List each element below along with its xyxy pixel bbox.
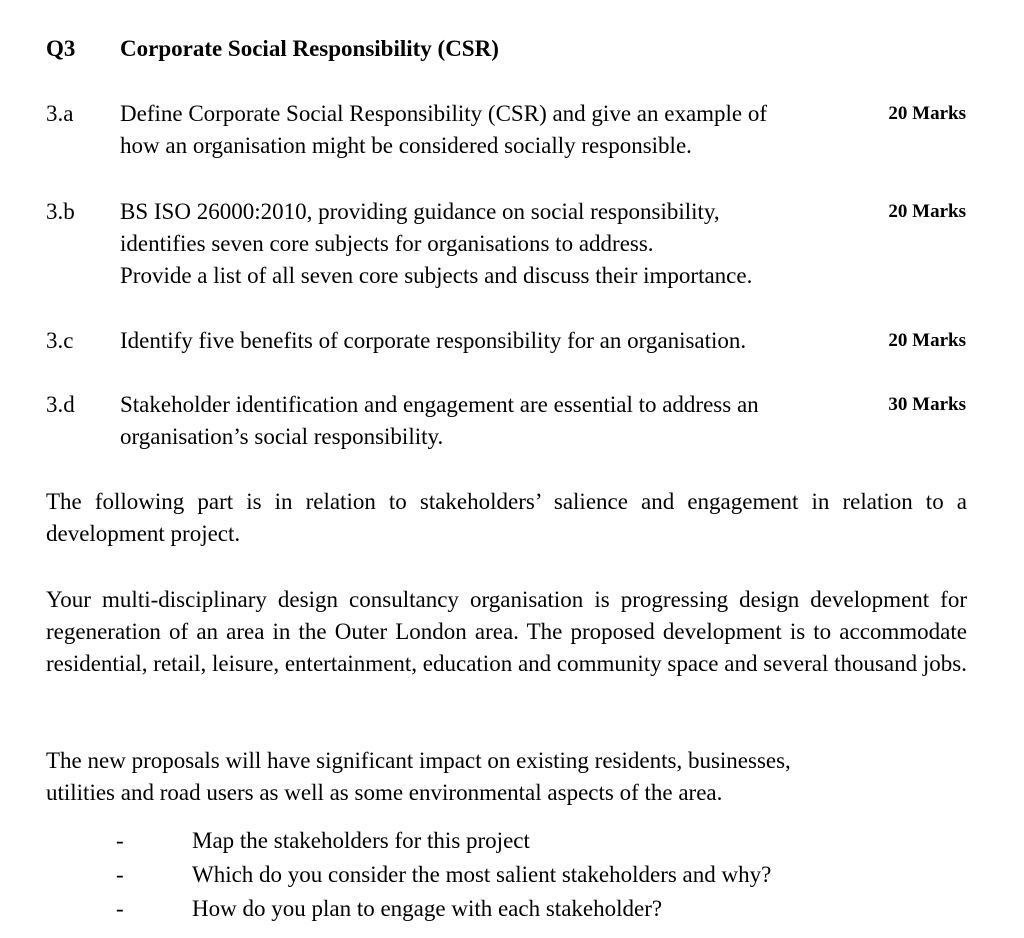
part-text bbox=[120, 389, 840, 453]
part-text-line: how an organisation might be considered socially responsible. bbox=[120, 133, 692, 158]
part-label: 3.d bbox=[46, 392, 75, 417]
part-marks: 20 Marks bbox=[888, 201, 966, 222]
part-text bbox=[120, 196, 840, 292]
question-number: Q3 bbox=[46, 36, 76, 61]
part-label: 3.a bbox=[46, 101, 74, 126]
question-title: Corporate Social Responsibility (CSR) bbox=[120, 36, 499, 61]
part-text-line: Identify five benefits of corporate responsibility for an organisation. bbox=[120, 328, 747, 353]
task-text: Which do you consider the most salient stakeholders and why? bbox=[192, 862, 772, 887]
task-list-item bbox=[46, 858, 946, 892]
bullet-dash: - bbox=[116, 828, 124, 853]
task-text: Map the stakeholders for this project bbox=[192, 828, 530, 853]
part-text-line: Stakeholder identification and engagement are essential to address an bbox=[120, 392, 759, 417]
part-marks: 30 Marks bbox=[888, 394, 966, 415]
part-text bbox=[120, 98, 840, 162]
task-list-item bbox=[46, 892, 946, 926]
task-list bbox=[46, 824, 946, 926]
part-marks: 20 Marks bbox=[888, 103, 966, 124]
bullet-dash: - bbox=[116, 896, 124, 921]
part-text-line: identifies seven core subjects for organisations to address. bbox=[120, 231, 654, 256]
part-label: 3.b bbox=[46, 199, 75, 224]
part-marks: 20 Marks bbox=[888, 330, 966, 351]
bullet-dash: - bbox=[116, 862, 124, 887]
part-text-line: Provide a list of all seven core subjects and discuss their importance. bbox=[120, 263, 753, 288]
intro-paragraph: The following part is in relation to stakeholders’ salience and engagement in relation to a development project. bbox=[46, 489, 967, 546]
part-text-line: BS ISO 26000:2010, providing guidance on social responsibility, bbox=[120, 199, 720, 224]
part-text bbox=[120, 325, 840, 357]
task-list-item bbox=[46, 824, 946, 858]
part-label: 3.c bbox=[46, 328, 74, 353]
part-text-line: Define Corporate Social Responsibility (CSR) and give an example of bbox=[120, 101, 768, 126]
task-text: How do you plan to engage with each stakeholder? bbox=[192, 896, 663, 921]
impact-paragraph: The new proposals will have significant impact on existing residents, businesses, utilities and road users as well as some environmental aspects of the area. bbox=[46, 748, 791, 805]
part-text-line: organisation’s social responsibility. bbox=[120, 424, 444, 449]
scenario-paragraph: Your multi-disciplinary design consultancy organisation is progressing design development for regeneration of an area in the Outer London area. The proposed development is to accommodate residential, retail, leisure, entertainment, education and community space and several thousand jobs. bbox=[46, 587, 967, 676]
